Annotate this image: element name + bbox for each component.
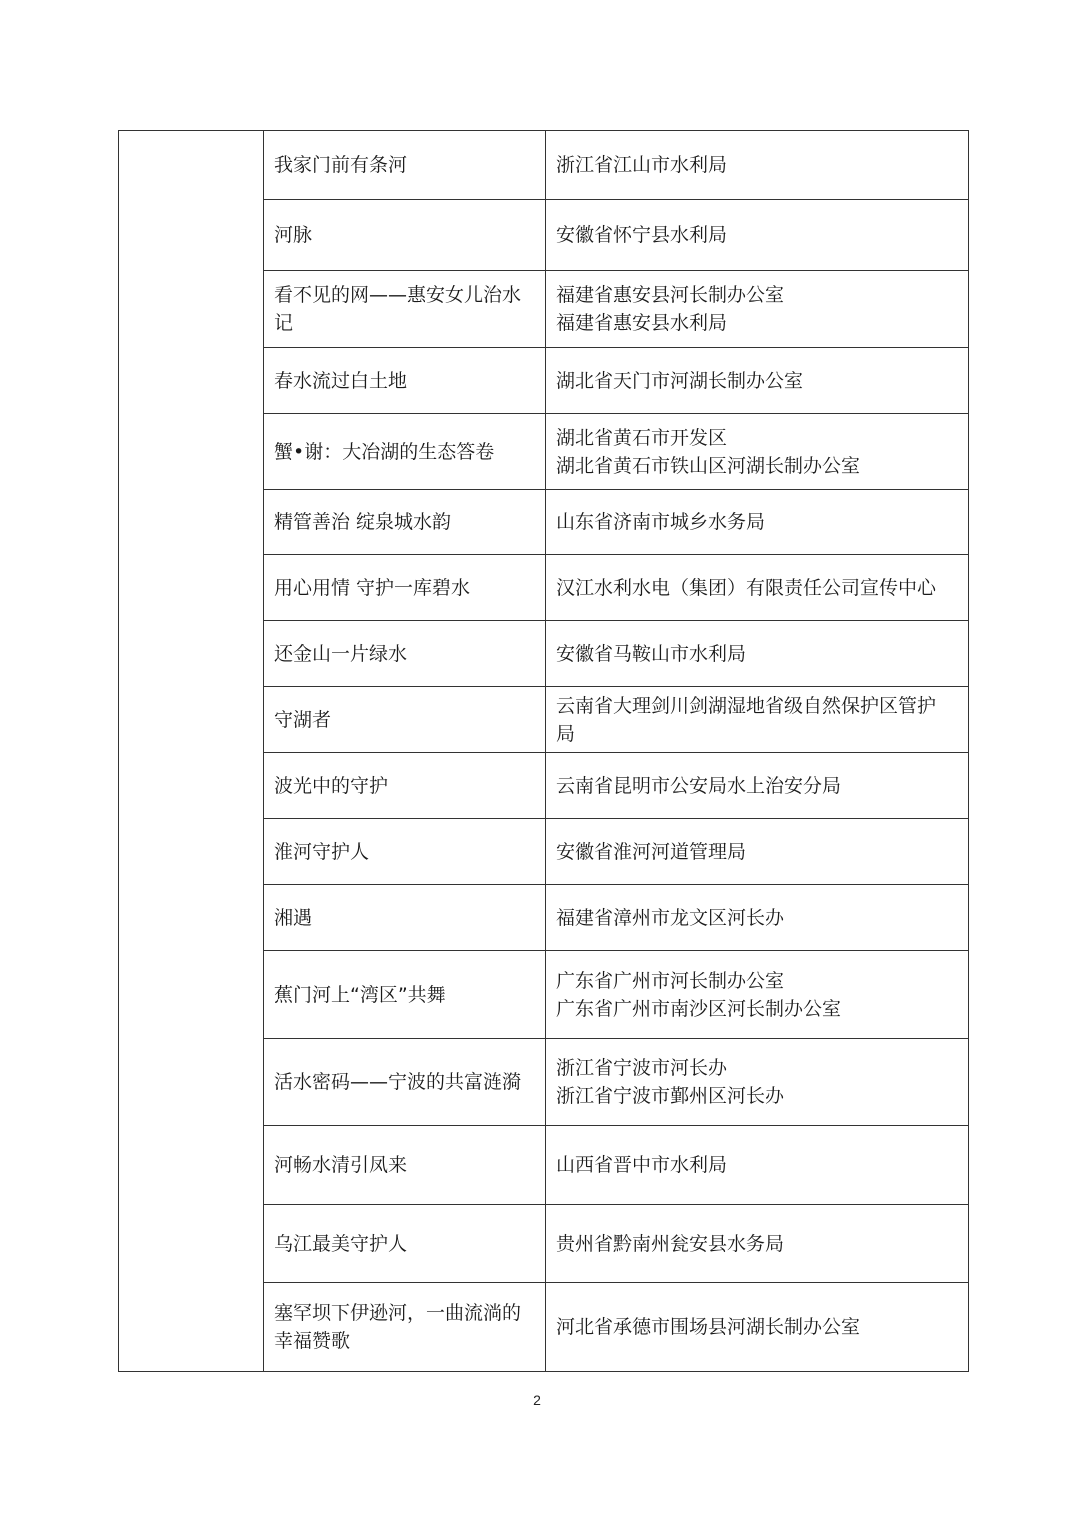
work-title-cell-line: 波光中的守护 (274, 774, 389, 797)
work-title-cell-line: 乌江最美守护人 (274, 1232, 408, 1255)
work-title-cell (264, 200, 546, 271)
organization-cell-line: 浙江省江山市水利局 (556, 154, 728, 176)
organization-cell (546, 555, 969, 621)
work-title-cell-line: 蕉门河上“湾区”共舞 (274, 983, 446, 1006)
work-title-cell (264, 1283, 546, 1372)
work-title-cell (264, 819, 546, 885)
organization-cell (546, 271, 969, 348)
organization-cell (546, 1039, 969, 1126)
work-title-cell-line: 幸福赞歌 (274, 1330, 351, 1352)
organization-cell (546, 131, 969, 200)
work-title-cell-line: 精管善治 绽泉城水韵 (274, 511, 452, 533)
work-title-cell-line: 看不见的网——惠安女儿治水 (274, 284, 522, 306)
organization-cell-line: 浙江省宁波市河长办 (556, 1057, 728, 1079)
work-title-cell (264, 490, 546, 555)
organization-cell-line: 湖北省黄石市开发区 (556, 426, 728, 449)
work-title-cell-line: 守湖者 (274, 708, 332, 731)
organization-cell (546, 200, 969, 271)
work-title-cell-line: 塞罕坝下伊逊河，一曲流淌的 (274, 1302, 522, 1324)
organization-cell-line: 福建省惠安县水利局 (556, 312, 728, 334)
category-cell (119, 131, 264, 1372)
work-title-cell (264, 753, 546, 819)
organization-cell (546, 1126, 969, 1205)
organization-cell (546, 885, 969, 951)
work-title-cell-line: 还金山一片绿水 (274, 642, 408, 665)
organization-cell (546, 951, 969, 1039)
work-title-cell (264, 271, 546, 348)
organization-cell-line: 浙江省宁波市鄞州区河长办 (556, 1085, 785, 1107)
organization-cell-line: 安徽省怀宁县水利局 (556, 224, 728, 246)
organization-cell-line: 局 (556, 722, 576, 745)
organization-cell (546, 1283, 969, 1372)
work-title-cell (264, 885, 546, 951)
work-title-cell-line: 用心用情 守护一库碧水 (274, 576, 471, 599)
organization-cell (546, 687, 969, 753)
organization-cell-line: 山西省晋中市水利局 (556, 1154, 728, 1176)
work-title-cell-line: 蟹•谢：大冶湖的生态答卷 (274, 440, 495, 463)
table-row (119, 131, 969, 200)
award-table (118, 130, 969, 1372)
organization-cell (546, 414, 969, 490)
organization-cell-line: 福建省惠安县河长制办公室 (556, 284, 785, 306)
organization-cell-line: 广东省广州市河长制办公室 (556, 969, 785, 992)
work-title-cell-line: 我家门前有条河 (274, 154, 408, 176)
organization-cell (546, 621, 969, 687)
organization-cell-line: 山东省济南市城乡水务局 (556, 511, 766, 533)
work-title-cell-line: 湘遇 (274, 906, 313, 929)
organization-cell (546, 348, 969, 414)
work-title-cell (264, 348, 546, 414)
work-title-cell-line: 淮河守护人 (274, 840, 370, 863)
organization-cell (546, 490, 969, 555)
table-body (119, 131, 969, 1372)
organization-cell-line: 云南省昆明市公安局水上治安分局 (556, 774, 842, 797)
organization-cell (546, 819, 969, 885)
organization-cell-line: 福建省漳州市龙文区河长办 (556, 906, 785, 929)
organization-cell-line: 汉江水利水电（集团）有限责任公司宣传中心 (556, 576, 937, 599)
organization-cell (546, 1205, 969, 1283)
work-title-cell (264, 621, 546, 687)
work-title-cell (264, 414, 546, 490)
organization-cell-line: 安徽省淮河河道管理局 (556, 840, 747, 863)
organization-cell-line: 云南省大理剑川剑湖湿地省级自然保护区管护 (556, 694, 937, 717)
work-title-cell (264, 131, 546, 200)
work-title-cell (264, 687, 546, 753)
organization-cell-line: 贵州省黔南州瓮安县水务局 (556, 1232, 785, 1255)
work-title-cell (264, 555, 546, 621)
organization-cell-line: 安徽省马鞍山市水利局 (556, 642, 747, 665)
work-title-cell (264, 1126, 546, 1205)
organization-cell-line: 湖北省黄石市铁山区河湖长制办公室 (556, 454, 861, 477)
organization-cell-line: 河北省承德市围场县河湖长制办公室 (556, 1316, 861, 1338)
work-title-cell-line: 河畅水清引凤来 (274, 1154, 408, 1176)
work-title-cell (264, 1205, 546, 1283)
organization-cell-line: 广东省广州市南沙区河长制办公室 (556, 997, 842, 1020)
work-title-cell-line: 河脉 (274, 224, 313, 246)
work-title-cell-line: 活水密码——宁波的共富涟漪 (274, 1071, 522, 1093)
organization-cell-line: 湖北省天门市河湖长制办公室 (556, 369, 804, 392)
page-number: 2 (533, 1392, 541, 1408)
organization-cell (546, 753, 969, 819)
work-title-cell (264, 1039, 546, 1126)
work-title-cell (264, 951, 546, 1039)
work-title-cell-line: 春水流过白土地 (274, 369, 408, 392)
work-title-cell-line: 记 (274, 312, 294, 334)
